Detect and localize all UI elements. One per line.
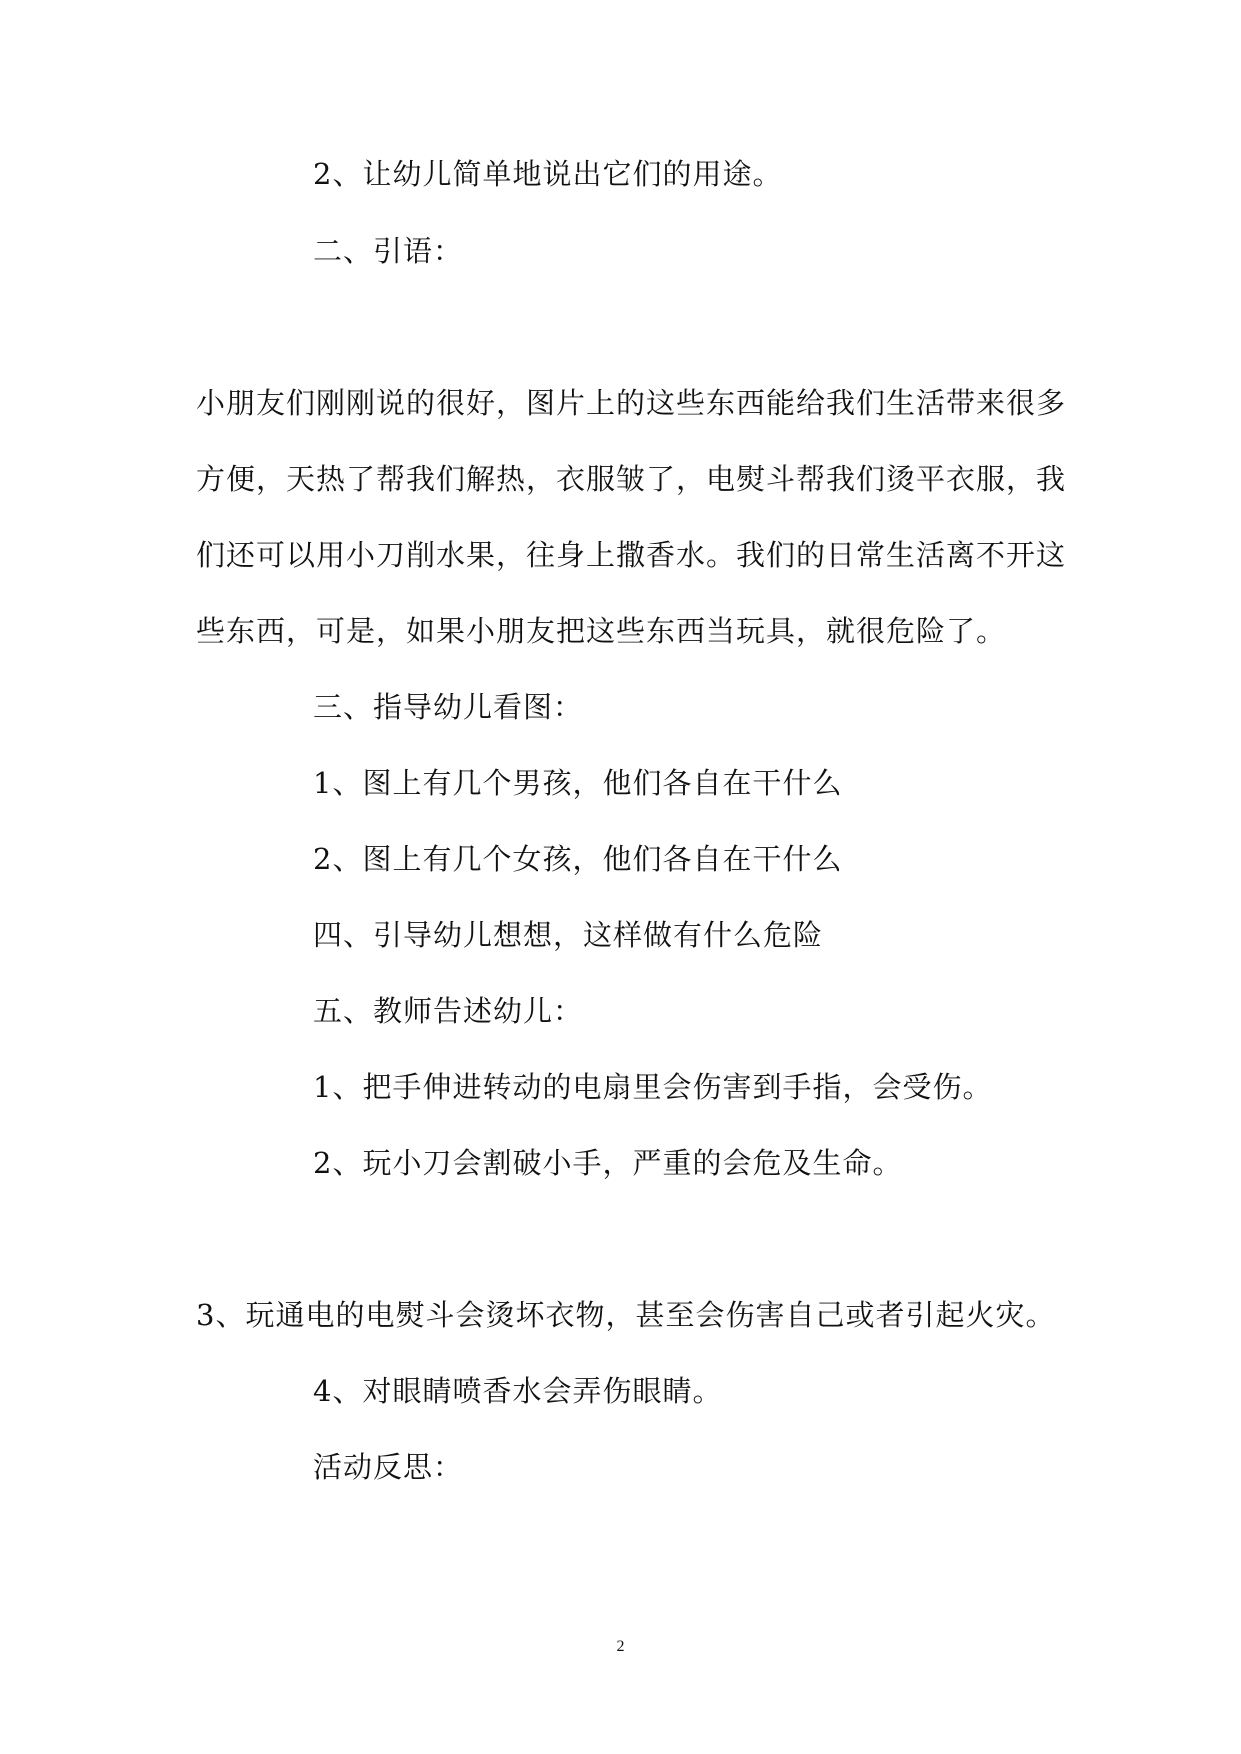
paragraph-line: 些东西，可是，如果小朋友把这些东西当玩具，就很危险了。 [196, 614, 1007, 648]
list-item: 2、玩小刀会割破小手，严重的会危及生命。 [313, 1146, 903, 1180]
list-item: 1、把手伸进转动的电扇里会伤害到手指，会受伤。 [313, 1070, 993, 1104]
section-heading: 二、引语： [313, 234, 464, 268]
list-item: 1、图上有几个男孩，他们各自在干什么 [313, 766, 843, 800]
list-item: 3、玩通电的电熨斗会烫坏衣物，甚至会伤害自己或者引起火灾。 [196, 1298, 1056, 1332]
paragraph-line: 方便，天热了帮我们解热，衣服皱了，电熨斗帮我们烫平衣服，我 [196, 462, 1067, 496]
section-heading: 四、引导幼儿想想，这样做有什么危险 [313, 918, 824, 952]
list-item: 4、对眼睛喷香水会弄伤眼睛。 [313, 1374, 723, 1408]
page-number: 2 [616, 1638, 625, 1655]
paragraph-line: 2、让幼儿简单地说出它们的用途。 [313, 157, 783, 191]
paragraph-line: 小朋友们刚刚说的很好，图片上的这些东西能给我们生活带来很多 [196, 386, 1067, 420]
section-heading: 三、指导幼儿看图： [313, 690, 584, 724]
section-heading: 五、教师告述幼儿： [313, 994, 584, 1028]
list-item: 2、图上有几个女孩，他们各自在干什么 [313, 842, 843, 876]
paragraph-line: 们还可以用小刀削水果，往身上撒香水。我们的日常生活离不开这 [196, 538, 1067, 572]
section-heading: 活动反思： [313, 1450, 464, 1484]
